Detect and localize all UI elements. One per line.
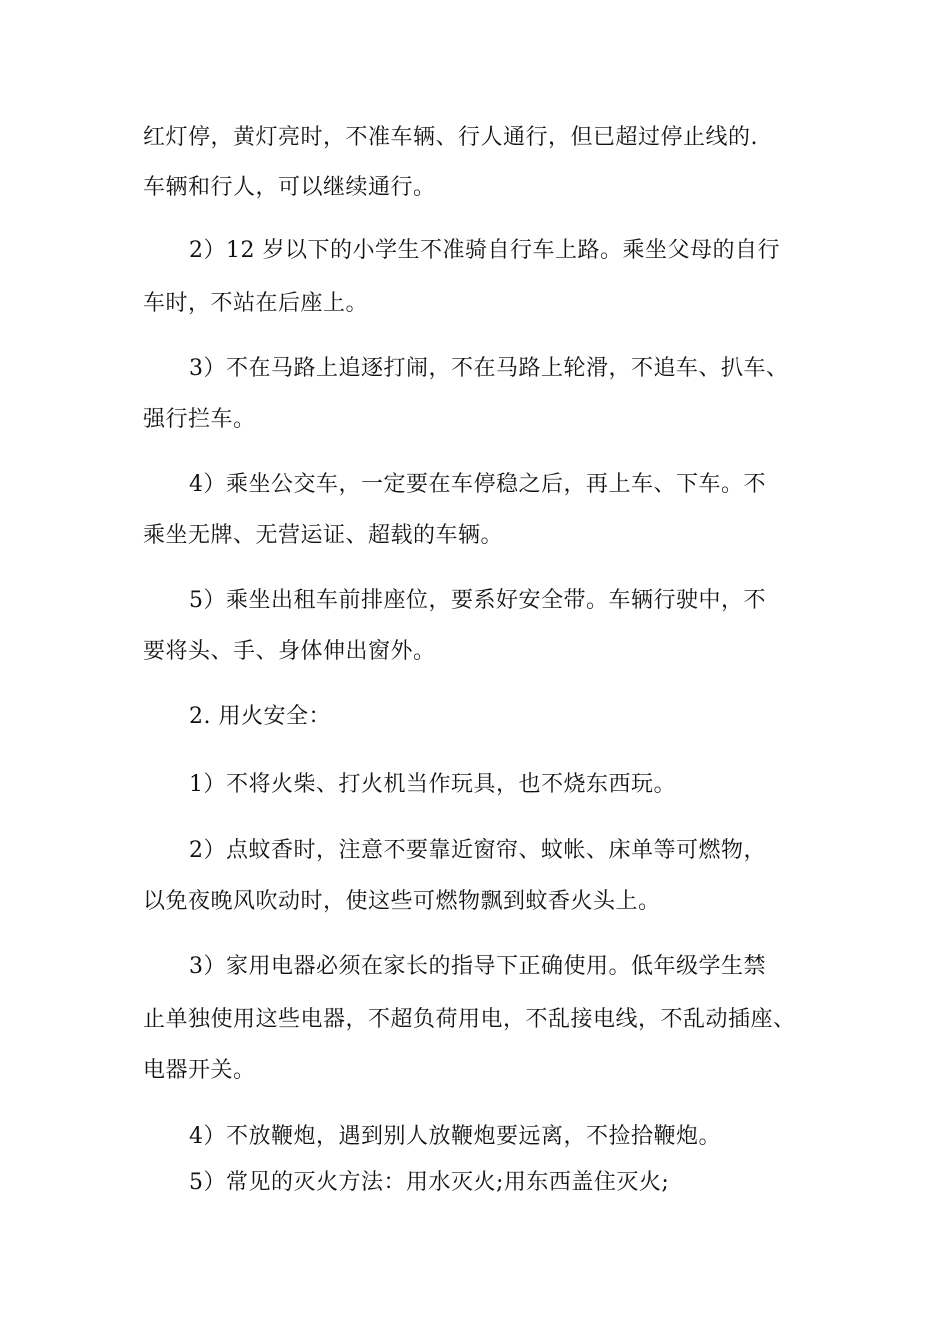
text-line-13: 2）点蚊香时，注意不要靠近窗帘、蚊帐、床单等可燃物， xyxy=(189,838,766,863)
text-line-15: 3）家用电器必须在家长的指导下正确使用。低年级学生禁 xyxy=(189,954,766,979)
text-line-1: 红灯停，黄灯亮时，不准车辆、行人通行，但已超过停止线的. xyxy=(143,125,758,150)
text-line-8: 乘坐无牌、无营运证、超载的车辆。 xyxy=(143,523,504,548)
text-line-14: 以免夜晚风吹动时，使这些可燃物飘到蚊香火头上。 xyxy=(143,889,661,914)
text-line-6: 强行拦车。 xyxy=(143,407,256,432)
text-line-16: 止单独使用这些电器，不超负荷用电，不乱接电线，不乱动插座、 xyxy=(143,1007,796,1032)
text-line-4: 车时，不站在后座上。 xyxy=(143,291,369,316)
text-line-5: 3）不在马路上追逐打闹，不在马路上轮滑，不追车、扒车、 xyxy=(189,356,789,381)
text-line-7: 4）乘坐公交车，一定要在车停稳之后，再上车、下车。不 xyxy=(189,472,766,497)
text-line-11: 2. 用火安全： xyxy=(189,704,331,729)
text-line-19: 5）常见的灭火方法：用水灭火;用东西盖住灭火; xyxy=(189,1170,670,1195)
text-line-9: 5）乘坐出租车前排座位，要系好安全带。车辆行驶中，不 xyxy=(189,588,766,613)
text-line-18: 4）不放鞭炮，遇到别人放鞭炮要远离，不捡拾鞭炮。 xyxy=(189,1124,721,1149)
text-line-17: 电器开关。 xyxy=(143,1058,256,1083)
text-line-10: 要将头、手、身体伸出窗外。 xyxy=(143,639,436,664)
text-line-2: 车辆和行人，可以继续通行。 xyxy=(143,175,436,200)
text-line-3: 2）12 岁以下的小学生不准骑自行车上路。乘坐父母的自行 xyxy=(189,238,780,263)
text-line-12: 1）不将火柴、打火机当作玩具，也不烧东西玩。 xyxy=(189,772,676,797)
